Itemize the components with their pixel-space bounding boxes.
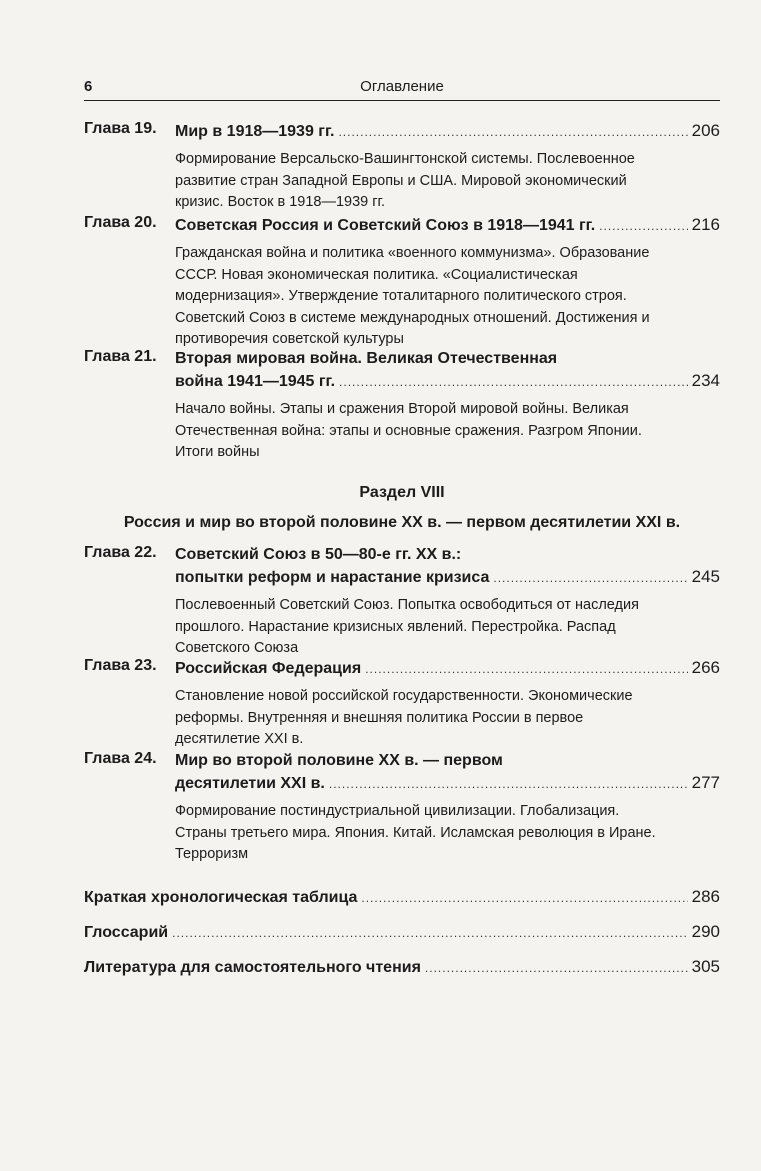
leader-dots xyxy=(338,121,687,143)
toc-entry-chronology[interactable] xyxy=(84,886,720,909)
back-matter-leader xyxy=(84,886,720,909)
chapter-description: Гражданская война и политика «военного коммунизма». Образование СССР. Новая экономическая политика. «Социалистическая модернизация». Утверждение тоталитарного политического строя. Советский Союз в системе международных отношений. Достижения и противоречия советской культуры xyxy=(175,245,650,347)
leader-dots xyxy=(172,922,688,944)
chapter-description: Послевоенный Советский Союз. Попытка освободиться от наследия прошлого. Нарастание кризисных явлений. Перестройка. Распад Советского Союза xyxy=(175,597,639,656)
section-heading xyxy=(84,482,720,534)
page-number: 6 xyxy=(84,78,93,95)
chapter-title: война 1941—1945 гг. xyxy=(175,373,336,390)
chapter-title: попытки реформ и нарастание кризиса xyxy=(175,569,490,586)
chapter-title-leader xyxy=(175,566,720,589)
chapter-label: Глава 24. xyxy=(84,750,157,767)
chapter-title-leader xyxy=(175,120,720,143)
chapter-page: 234 xyxy=(691,371,720,390)
back-matter-title: Краткая хронологическая таблица xyxy=(84,889,358,906)
chapter-title: Мир в 1918—1939 гг. xyxy=(175,123,335,140)
section-label: Раздел VIII xyxy=(359,484,445,501)
back-matter-page: 286 xyxy=(691,887,720,906)
leader-dots xyxy=(425,957,688,979)
toc-entry-glossary[interactable] xyxy=(84,921,720,944)
chapter-label: Глава 21. xyxy=(84,348,157,365)
chapter-title: десятилетии XXI в. xyxy=(175,775,325,792)
chapter-description: Формирование постиндустриальной цивилизации. Глобализация. Страны третьего мира. Япония. Китай. Исламская революция в Иране. Терроризм xyxy=(175,803,656,862)
leader-dots xyxy=(365,658,687,680)
chapter-title: Советская Россия и Советский Союз в 1918—1941 гг. xyxy=(175,217,596,234)
leader-dots xyxy=(361,887,687,909)
chapter-label: Глава 22. xyxy=(84,544,157,561)
back-matter-leader xyxy=(84,921,720,944)
chapter-title-leader xyxy=(175,370,720,393)
chapter-label: Глава 19. xyxy=(84,120,157,137)
chapter-label: Глава 23. xyxy=(84,657,157,674)
chapter-description: Формирование Версальско-Вашингтонской системы. Послевоенное развитие стран Западной Европы и США. Мировой экономический кризис. Восток в 1918—1939 гг. xyxy=(175,151,635,210)
back-matter-title: Литература для самостоятельного чтения xyxy=(84,959,421,976)
chapter-page: 266 xyxy=(691,658,720,677)
chapter-title-leader xyxy=(175,772,720,795)
chapter-title-leader xyxy=(175,214,720,237)
leader-dots xyxy=(493,567,687,589)
back-matter-page: 290 xyxy=(691,922,720,941)
toc-entry-further-reading[interactable] xyxy=(84,956,720,979)
header-rule xyxy=(84,100,720,101)
back-matter-title: Глоссарий xyxy=(84,924,169,941)
chapter-label: Глава 20. xyxy=(84,214,157,231)
chapter-title: Российская Федерация xyxy=(175,660,362,677)
chapter-page: 277 xyxy=(691,773,720,792)
running-head-title: Оглавление xyxy=(360,78,444,95)
chapter-page: 245 xyxy=(691,567,720,586)
chapter-title-leader xyxy=(175,657,720,680)
running-head xyxy=(84,76,720,98)
chapter-title-line: Вторая мировая война. Великая Отечественная xyxy=(175,350,558,367)
back-matter-leader xyxy=(84,956,720,979)
chapter-title-line: Советский Союз в 50—80-е гг. XX в.: xyxy=(175,546,462,563)
chapter-description: Становление новой российской государственности. Экономические реформы. Внутренняя и внешняя политика России в первое десятилетие XXI в. xyxy=(175,688,633,747)
leader-dots xyxy=(599,215,687,237)
chapter-page: 206 xyxy=(691,121,720,140)
chapter-page: 216 xyxy=(691,215,720,234)
chapter-title-line: Мир во второй половине XX в. — первом xyxy=(175,752,503,769)
back-matter-page: 305 xyxy=(691,957,720,976)
leader-dots xyxy=(329,773,688,795)
section-title: Россия и мир во второй половине XX в. — первом десятилетии XXI в. xyxy=(123,514,681,531)
leader-dots xyxy=(339,371,688,393)
chapter-description: Начало войны. Этапы и сражения Второй мировой войны. Великая Отечественная война: этапы и основные сражения. Разгром Японии. Итоги войны xyxy=(175,401,642,460)
